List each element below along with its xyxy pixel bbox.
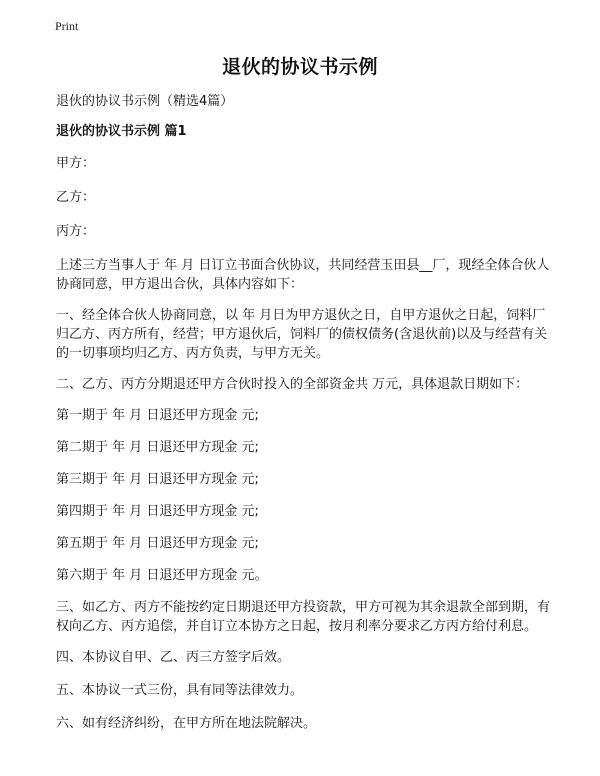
clause-2: 二、乙方、丙方分期退还甲方合伙时投入的全部资金共 万元，具体退款日期如下：: [56, 377, 529, 392]
payment-period-2: 第二期于 年 月 日退还甲方现金 元;: [56, 440, 259, 455]
document-title: 退伙的协议书示例: [221, 56, 378, 78]
payment-period-1: 第一期于 年 月 日退还甲方现金 元;: [56, 408, 259, 423]
party-a-label: 甲方：: [56, 156, 96, 171]
payment-period-6: 第六期于 年 月 日退还甲方现金 元。: [56, 568, 268, 583]
document-body: [56, 92, 552, 747]
clause-6: 六、如有经济纠纷，在甲方所在地法院解决。: [56, 716, 317, 731]
party-c-label: 丙方：: [56, 224, 96, 239]
party-b-label: 乙方：: [56, 190, 96, 205]
clause-3: 三、如乙方、丙方不能按约定日期退还甲方投资款，甲方可视为其余退款全部到期，有权向乙方、丙方追偿，并自订立本协方之日起，按月利率分要求乙方丙方给付利息。: [56, 600, 551, 634]
clause-1: 一、经全体合伙人协商同意，以 年 月日为甲方退伙之日，自甲方退伙之日起，饲料厂归乙方、丙方所有，经营；甲方退伙后，饲料厂的债权债务(含退伙前)以及与经营有关的一切事项均归乙方、丙方负责，与甲方无关。: [56, 308, 548, 361]
document-subtitle: 退伙的协议书示例（精选4篇）: [56, 94, 234, 109]
clause-5: 五、本协议一式三份，具有同等法律效力。: [56, 683, 304, 698]
section-heading: 退伙的协议书示例 篇1: [56, 124, 187, 139]
print-link[interactable]: Print: [55, 19, 79, 33]
clause-4: 四、本协议自甲、乙、丙三方签字后效。: [56, 650, 291, 665]
payment-period-5: 第五期于 年 月 日退还甲方现金 元;: [56, 536, 259, 551]
intro-paragraph: 上述三方当事人于 年 月 日订立书面合伙协议，共同经营玉田县__厂，现经全体合伙人协商同意，甲方退出合伙，具体内容如下：: [56, 258, 550, 292]
payment-period-3: 第三期于 年 月 日退还甲方现金 元;: [56, 472, 259, 487]
payment-period-4: 第四期于 年 月 日退还甲方现金 元;: [56, 504, 259, 519]
